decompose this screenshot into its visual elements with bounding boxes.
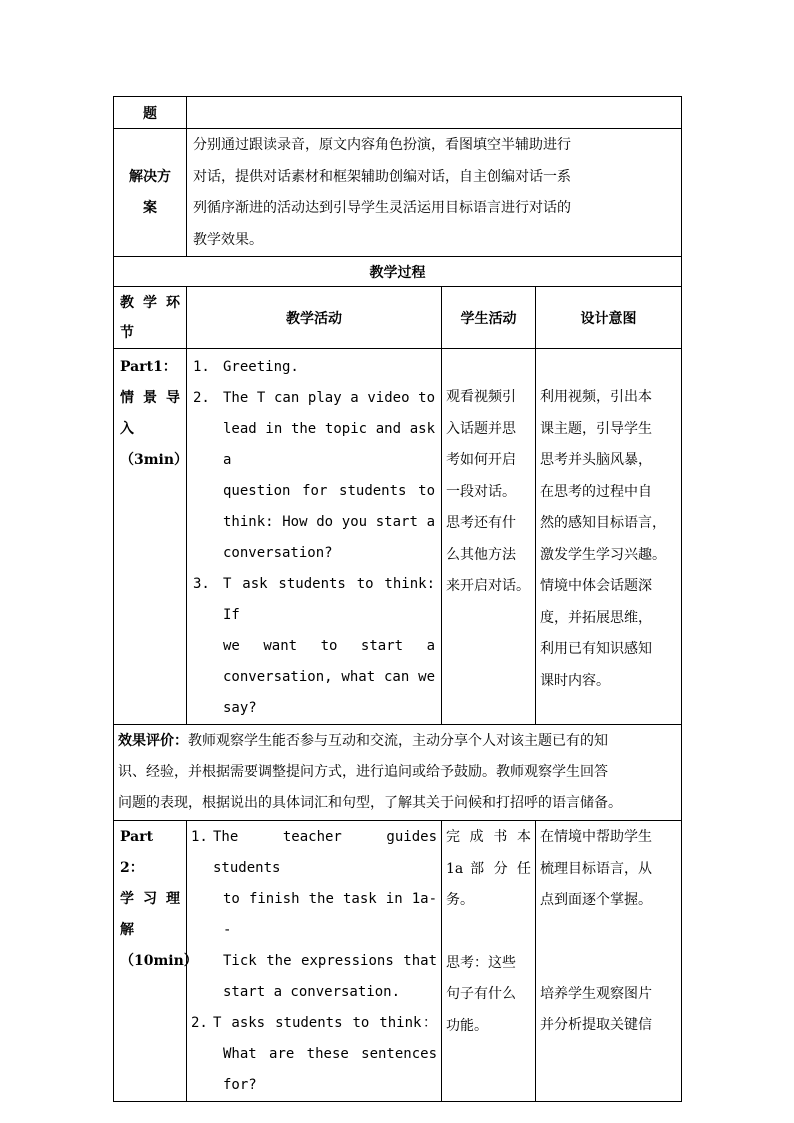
intent-line: 在思考的过程中自	[540, 483, 652, 500]
step-line: The T can play a video to	[223, 390, 435, 406]
intent-line: 然的感知目标语言，	[540, 515, 666, 531]
step-item	[191, 1008, 437, 1101]
intent-line: 度，并拓展思维，	[540, 609, 652, 626]
student-line: 1a 部 分 任	[446, 860, 531, 877]
topic-label: 题	[114, 97, 187, 129]
step-number: 2.	[193, 390, 210, 406]
step-number: 3.	[193, 576, 210, 592]
part1-intent	[536, 349, 682, 725]
student-line: 完 成 书 本	[446, 829, 531, 845]
header-stage-line1: 教 学 环	[120, 294, 180, 311]
evaluation	[114, 725, 682, 821]
step-line: say?	[223, 700, 257, 716]
lesson-plan-table	[113, 96, 682, 1102]
student-line	[446, 917, 531, 948]
intent-line: 情境中体会话题深	[540, 578, 652, 594]
step-line: Greeting.	[223, 359, 299, 375]
solution-label-line1: 解决方	[129, 168, 171, 185]
step-line: Tick the expressions that	[223, 953, 437, 969]
intent-line: 培养学生观察图片	[540, 985, 652, 1002]
intent-line: 点到面逐个掌握。	[540, 892, 652, 908]
part2-stage	[114, 821, 198, 1102]
step-line: we want to start a	[223, 638, 435, 654]
part1-stage	[114, 349, 187, 725]
student-line: 入话题并思	[446, 420, 516, 437]
part2-stage-line: 解	[120, 922, 134, 938]
step-item	[193, 352, 435, 383]
part1-stage-line: 情 景 导	[120, 390, 180, 406]
step-number: 1.	[193, 359, 210, 375]
intent-line: 在情境中帮助学生	[540, 829, 652, 845]
step-line: T ask students to think: If	[223, 576, 435, 623]
part1-stage-line: Part1：	[120, 359, 177, 375]
student-line: 么其他方法	[446, 546, 516, 563]
step-line: for?	[223, 1077, 257, 1093]
student-line: 来开启对话。	[446, 578, 530, 594]
step-item	[193, 383, 435, 569]
solution-line: 列循序渐进的活动达到引导学生灵活运用目标语言进行对话的	[193, 200, 571, 216]
part2-student	[442, 821, 536, 1102]
step-line: What are these sentences	[223, 1046, 437, 1062]
intent-line: 梳理目标语言，从	[540, 860, 652, 877]
solution-content	[187, 129, 682, 257]
step-line: think: How do you start a	[223, 514, 435, 530]
student-line: 思考：这些	[446, 954, 516, 971]
step-line: T asks students to think：	[213, 1015, 437, 1031]
intent-line: 利用视频，引出本	[540, 389, 652, 405]
part2-stage-line: 学 习 理	[120, 891, 180, 907]
intent-line: 利用已有知识感知	[540, 641, 652, 657]
intent-line: 并分析提取关键信	[540, 1017, 652, 1033]
process-title: 教学过程	[114, 257, 682, 287]
part1-activity	[187, 349, 442, 725]
solution-line: 教学效果。	[193, 231, 263, 248]
intent-line	[540, 917, 677, 948]
evaluation-line: 问题的表现，根据说出的具体词汇和句型，了解其关于问候和打招呼的语言储备。	[118, 795, 622, 811]
topic-content	[187, 97, 682, 129]
header-intent: 设计意图	[536, 287, 682, 349]
step-line: question for students to	[223, 483, 435, 499]
intent-line: 思考并头脑风暴，	[540, 452, 652, 468]
step-number: 2.	[191, 1015, 208, 1031]
part1-stage-line: 入	[120, 421, 134, 437]
student-line: 功能。	[446, 1017, 488, 1034]
header-student: 学生活动	[442, 287, 536, 349]
part2-activity	[187, 821, 442, 1102]
step-line: conversation, what can we	[223, 669, 435, 685]
step-line: start a conversation.	[223, 984, 401, 1000]
student-line: 务。	[446, 892, 474, 908]
step-line: The teacher guides students	[213, 829, 437, 876]
step-item	[191, 822, 437, 1008]
step-line: conversation?	[223, 545, 333, 561]
intent-line	[540, 948, 677, 979]
solution-label	[114, 129, 187, 257]
intent-line: 课主题，引导学生	[540, 420, 652, 437]
student-line: 思考还有什	[446, 515, 516, 531]
solution-label-line2: 案	[143, 199, 157, 216]
part2-stage-line: （10min）	[120, 953, 198, 969]
part1-stage-line: （3min）	[120, 452, 189, 468]
step-line: lead in the topic and ask a	[223, 421, 435, 468]
header-activity: 教学活动	[187, 287, 442, 349]
part1-student	[442, 349, 536, 725]
step-line: to finish the task in 1a--	[223, 891, 437, 938]
evaluation-label: 效果评价：	[118, 733, 188, 749]
solution-line: 分别通过跟读录音，原文内容角色扮演，看图填空半辅助进行	[193, 137, 571, 153]
student-line: 观看视频引	[446, 389, 516, 405]
student-line: 考如何开启	[446, 452, 516, 468]
part2-stage-line: Part 2：	[120, 829, 154, 876]
student-line: 句子有什么	[446, 986, 516, 1002]
step-number: 1.	[191, 829, 208, 845]
intent-line: 课时内容。	[540, 672, 610, 689]
evaluation-line: 教师观察学生能否参与互动和交流，主动分享个人对该主题已有的知	[188, 733, 608, 749]
part2-intent	[536, 821, 682, 1102]
intent-line: 激发学生学习兴趣。	[540, 546, 666, 563]
solution-line: 对话，提供对话素材和框架辅助创编对话，自主创编对话一系	[193, 168, 571, 185]
header-stage-line2: 节	[120, 324, 134, 341]
header-stage	[114, 287, 187, 349]
evaluation-line: 识、经验，并根据需要调整提问方式，进行追问或给予鼓励。教师观察学生回答	[118, 764, 608, 780]
student-line: 一段对话。	[446, 483, 516, 500]
step-item	[193, 569, 435, 724]
